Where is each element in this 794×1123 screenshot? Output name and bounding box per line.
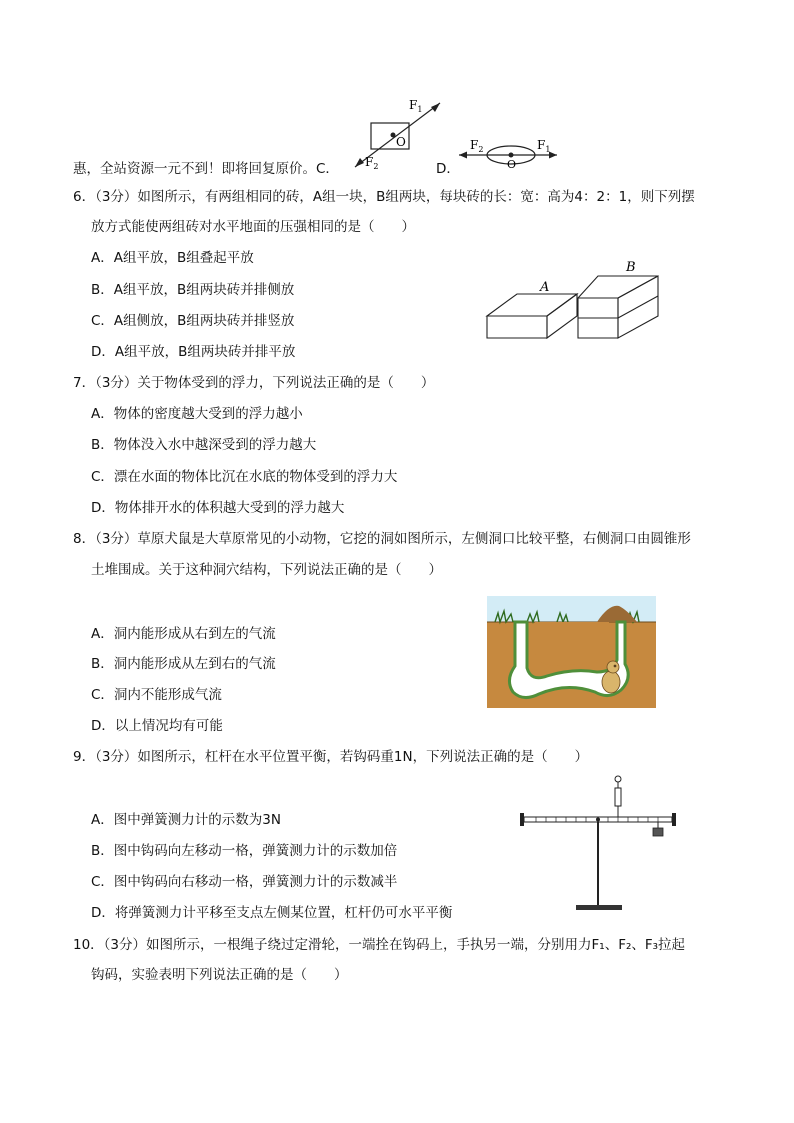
label-a: A [540, 280, 550, 295]
lever-figure [516, 774, 682, 914]
q7-option-d: D．物体排开水的体积越大受到的浮力越大 [91, 500, 345, 516]
q8-option-c: C．洞内不能形成气流 [91, 687, 222, 703]
q8-option-b: B．洞内能形成从左到右的气流 [91, 656, 276, 672]
q8-stem-line1: 8．（3分）草原犬鼠是大草原常见的小动物，它挖的洞如图所示，左侧洞口比较平整，右侧洞口由圆锥形 [73, 531, 691, 547]
option-d-marker: D． [436, 161, 460, 177]
q6-option-b: B．A组平放，B组两块砖并排侧放 [91, 282, 295, 298]
q7-stem: 7．（3分）关于物体受到的浮力，下列说法正确的是（ ） [73, 375, 435, 391]
force-diagram-d [455, 135, 565, 171]
prairie-dog-burrow-figure [487, 596, 656, 708]
q6-option-d: D．A组平放，B组两块砖并排平放 [91, 344, 296, 360]
bricks-figure [480, 258, 665, 344]
q9-option-d: D．将弹簧测力计平移至支点左侧某位置，杠杆仍可水平平衡 [91, 905, 453, 921]
center-label-c: O [396, 135, 406, 149]
force-f1-label-c: $F_1$ [409, 98, 423, 114]
q6-stem-line1: 6．（3分）如图所示，有两组相同的砖，A组一块，B组两块，每块砖的长：宽：高为4：2：1，则下列摆 [73, 189, 695, 205]
q10-stem-line2: 钩码，实验表明下列说法正确的是（ ） [91, 967, 348, 983]
q7-option-b: B．物体没入水中越深受到的浮力越大 [91, 437, 317, 453]
q6-stem-line2: 放方式能使两组砖对水平地面的压强相同的是（ ） [91, 219, 415, 235]
center-label-d: O [507, 158, 517, 171]
top-line-text: 惠，全站资源一元不到！即将回复原价。C． [73, 161, 339, 177]
force-f1-label-d: $F_1$ [537, 138, 551, 154]
label-b: B [626, 260, 636, 275]
q9-stem: 9．（3分）如图所示，杠杆在水平位置平衡，若钩码重1N，下列说法正确的是（ ） [73, 749, 589, 765]
q10-stem-line1: 10．（3分）如图所示，一根绳子绕过定滑轮，一端拴在钩码上，手执另一端，分别用力F₁、F₂、F₃拉起 [73, 937, 686, 953]
brick-a [487, 294, 577, 338]
q8-option-d: D．以上情况均有可能 [91, 718, 223, 734]
force-f2-label-c: $F_2$ [365, 155, 379, 171]
brick-b [578, 276, 658, 338]
q8-option-a: A．洞内能形成从右到左的气流 [91, 626, 276, 642]
q9-option-c: C．图中钩码向右移动一格，弹簧测力计的示数减半 [91, 874, 398, 890]
q6-option-c: C．A组侧放，B组两块砖并排竖放 [91, 313, 295, 329]
q6-option-a: A．A组平放，B组叠起平放 [91, 250, 254, 266]
q7-option-a: A．物体的密度越大受到的浮力越小 [91, 406, 303, 422]
q8-stem-line2: 土堆围成。关于这种洞穴结构，下列说法正确的是（ ） [91, 562, 442, 578]
q9-option-b: B．图中钩码向左移动一格，弹簧测力计的示数加倍 [91, 843, 398, 859]
q7-option-c: C．漂在水面的物体比沉在水底的物体受到的浮力大 [91, 469, 398, 485]
q9-option-a: A．图中弹簧测力计的示数为3N [91, 812, 281, 828]
force-f2-label-d: $F_2$ [470, 138, 484, 154]
